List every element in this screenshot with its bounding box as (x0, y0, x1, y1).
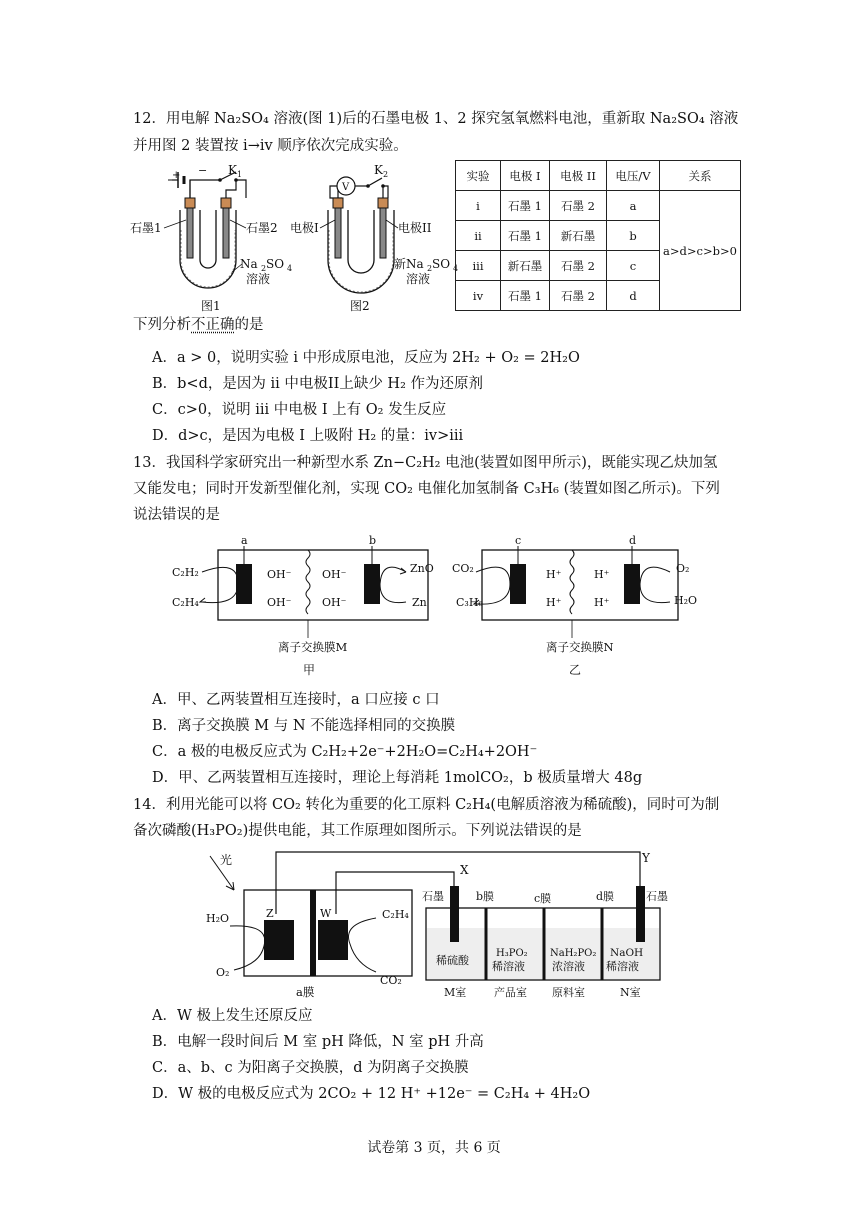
q14-figure (200, 846, 670, 1006)
q12-prompt: 下列分析不正确的是 (133, 317, 264, 333)
table-row: ii 石墨 1 新石墨 b (456, 221, 741, 251)
o2-label: O₂ (216, 966, 230, 979)
svg-text:SO: SO (432, 257, 451, 271)
zn-label: Zn (412, 596, 427, 609)
svg-text:溶液: 溶液 (406, 272, 431, 286)
svg-text:2: 2 (383, 170, 389, 179)
switch-k1-label: K (228, 163, 237, 177)
q12-option-b: B．b<d，是因为 ii 中电极II上缺少 H₂ 作为还原剂 (152, 376, 483, 392)
q14-option-d: D．W 极的电极反应式为 2CO₂ + 12 H⁺ +12e⁻ = C₂H₄ + 4H₂O (152, 1086, 591, 1102)
svg-text:SO: SO (266, 257, 285, 271)
svg-text:H⁺: H⁺ (546, 568, 562, 581)
svg-text:OH⁻: OH⁻ (267, 596, 292, 609)
q14-option-a: A．W 极上发生还原反应 (152, 1008, 313, 1024)
svg-text:Na: Na (240, 257, 258, 271)
q12-stem-line1: 12．用电解 Na₂SO₄ 溶液(图 1)后的石墨电极 1、2 探究氢氧燃料电池，重新取 Na₂SO₄ 溶液 (133, 111, 739, 127)
svg-text:稀溶液: 稀溶液 (492, 960, 525, 973)
svg-text:2: 2 (261, 264, 267, 273)
table-row: iii 新石墨 石墨 2 c (456, 251, 741, 281)
product-chamber-label: 产品室 (494, 986, 527, 999)
c2h2-label: C₂H₂ (172, 566, 199, 579)
q14-option-b: B．电解一段时间后 M 室 pH 降低，N 室 pH 升高 (152, 1034, 484, 1050)
q12-figure-1 (128, 160, 298, 315)
svg-text:NaOH: NaOH (610, 947, 644, 959)
svg-text:H⁺: H⁺ (594, 568, 610, 581)
graphite-right-label: 石墨 (646, 890, 668, 903)
b-membrane-label: b膜 (476, 890, 495, 903)
feed-chamber-label: 原料室 (552, 986, 585, 999)
graphite-left-label: 石墨 (422, 890, 444, 903)
electrode-I-label: 电极I (290, 221, 319, 235)
q13-option-d: D．甲、乙两装置相互连接时，理论上每消耗 1molCO₂，b 极质量增大 48g (152, 770, 643, 786)
electrode-z-label: Z (266, 907, 274, 920)
q12-option-a: A．a > 0，说明实验 i 中形成原电池，反应为 2H₂ + O₂ = 2H₂O (152, 350, 580, 366)
c2h4-label: C₂H₄ (172, 596, 199, 609)
c-membrane-label: c膜 (534, 892, 552, 905)
svg-text:浓溶液: 浓溶液 (552, 960, 585, 973)
svg-text:1: 1 (237, 170, 243, 179)
svg-text:OH⁻: OH⁻ (267, 568, 292, 581)
q12-figure-2 (290, 160, 460, 315)
figure-1-caption: 图1 (201, 299, 221, 313)
port-c-label: c (515, 534, 522, 547)
q13-option-c: C．a 极的电极反应式为 C₂H₂+2e⁻+2H₂O=C₂H₄+2OH⁻ (152, 744, 538, 760)
q14-option-c: C．a、b、c 为阳离子交换膜，d 为阴离子交换膜 (152, 1060, 469, 1076)
page-footer: 试卷第 3 页，共 6 页 (367, 1140, 501, 1156)
terminal-x-label: X (460, 863, 469, 877)
q12-option-c: C．c>0，说明 iii 中电极 I 上有 O₂ 发生反应 (152, 402, 447, 418)
svg-text:OH⁻: OH⁻ (322, 568, 347, 581)
electrode-w-label: W (320, 907, 332, 920)
q14-stem-line1: 14．利用光能可以将 CO₂ 转化为重要的化工原料 C₂H₄(电解质溶液为稀硫酸)，同时可为制 (133, 797, 720, 813)
figure-2-caption: 图2 (350, 299, 370, 313)
figure-jia-caption: 甲 (303, 663, 316, 677)
svg-text:H₃PO₂: H₃PO₂ (496, 948, 528, 959)
q12-experiment-table (455, 160, 741, 311)
n-chamber-label: N室 (620, 986, 641, 999)
svg-text:NaH₂PO₂: NaH₂PO₂ (550, 948, 597, 959)
svg-text:稀溶液: 稀溶液 (606, 960, 639, 973)
c2h4-label: C₂H₄ (382, 908, 409, 921)
light-label: 光 (220, 853, 233, 867)
table-row: i 石墨 1 石墨 2 a a>d>c>b>0 (456, 191, 741, 221)
port-a-label: a (241, 534, 248, 547)
q12-stem-line2: 并用图 2 装置按 i→iv 顺序依次完成实验。 (133, 138, 408, 154)
graphite2-label: 石墨2 (246, 221, 278, 235)
m-chamber-label: M室 (444, 986, 467, 999)
zno-label: ZnO (410, 562, 434, 575)
co2-label: CO₂ (380, 974, 402, 987)
graphite1-label: 石墨1 (130, 221, 162, 235)
c3h6-label: C₃H₆ (456, 596, 483, 609)
svg-text:4: 4 (287, 264, 293, 273)
a-membrane-label: a膜 (296, 985, 315, 999)
q13-figure-jia (170, 536, 450, 676)
membrane-n-label: 离子交换膜N (546, 640, 614, 654)
q13-stem-line3: 说法错误的是 (133, 507, 220, 523)
q13-stem-line2: 又能发电；同时开发新型催化剂，实现 CO₂ 电催化加氢制备 C₃H₆ (装置如图乙所示)。下列 (133, 481, 720, 497)
q13-option-b: B．离子交换膜 M 与 N 不能选择相同的交换膜 (152, 718, 456, 734)
table-row: iv 石墨 1 石墨 2 d (456, 281, 741, 311)
q12-option-d: D．d>c，是因为电极 I 上吸附 H₂ 的量：iv>iii (152, 428, 464, 444)
minus-sign: − (198, 164, 208, 177)
table-header-row: 实验 电极 I 电极 II 电压/V 关系 (456, 161, 741, 191)
svg-text:新Na: 新Na (394, 257, 424, 271)
svg-text:H⁺: H⁺ (594, 596, 610, 609)
svg-text:4: 4 (453, 264, 459, 273)
plus-sign: + (172, 170, 181, 181)
port-d-label: d (629, 534, 637, 547)
svg-text:H⁺: H⁺ (546, 596, 562, 609)
svg-text:稀硫酸: 稀硫酸 (436, 954, 469, 967)
h2o-label: H₂O (674, 594, 698, 607)
o2-label: O₂ (676, 562, 690, 575)
svg-text:OH⁻: OH⁻ (322, 596, 347, 609)
electrode-II-label: 电极II (398, 221, 432, 235)
svg-text:2: 2 (427, 264, 433, 273)
voltmeter-label: V (342, 182, 350, 193)
q13-figure-yi (448, 536, 708, 676)
q13-stem-line1: 13．我国科学家研究出一种新型水系 Zn−C₂H₂ 电池(装置如图甲所示)，既能实现乙炔加氢 (133, 455, 718, 471)
co2-label: CO₂ (452, 562, 474, 575)
figure-yi-caption: 乙 (569, 663, 582, 677)
terminal-y-label: Y (642, 851, 650, 865)
relation-cell: a>d>c>b>0 (660, 191, 741, 311)
switch-k2-label: K (374, 163, 383, 177)
port-b-label: b (369, 534, 377, 547)
svg-text:溶液: 溶液 (246, 272, 271, 286)
q13-option-a: A．甲、乙两装置相互连接时，a 口应接 c 口 (152, 692, 440, 708)
q14-stem-line2: 备次磷酸(H₃PO₂)提供电能，其工作原理如图所示。下列说法错误的是 (133, 823, 582, 839)
d-membrane-label: d膜 (596, 890, 615, 903)
h2o-label: H₂O (206, 912, 230, 925)
membrane-m-label: 离子交换膜M (278, 640, 348, 654)
